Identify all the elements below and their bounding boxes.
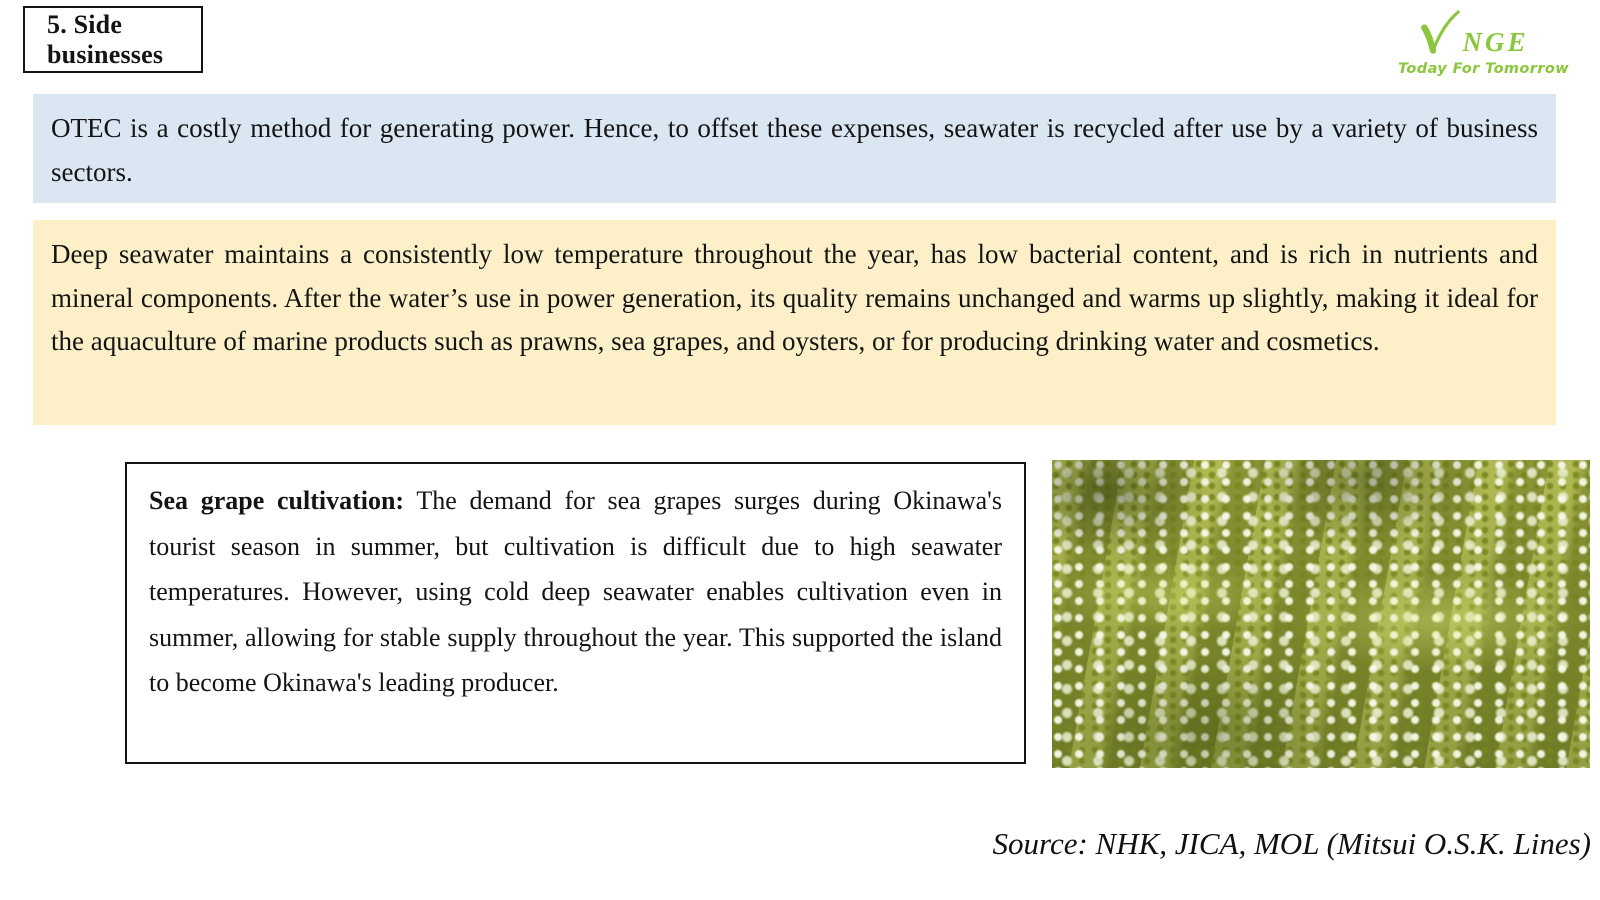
source-line: Source: NHK, JICA, MOL (Mitsui O.S.K. Lines) — [992, 826, 1591, 861]
logo-tagline: Today For Tomorrow — [1398, 61, 1570, 77]
sea-grape-callout-box — [125, 462, 1026, 764]
sea-grape-callout-text: The demand for sea grapes surges during Okinawa's tourist season in summer, but cultivation is difficult due to high seawater temperatures. However, using cold deep seawater enables cultivation even in summer, allowing for stable supply throughout the year. This supported the island to become Okinawa's leading producer. — [149, 486, 1002, 697]
otec-cost-text: OTEC is a costly method for generating power. Hence, to offset these expenses, seawater is recycled after use by a variety of business sectors. — [51, 113, 1538, 187]
deep-seawater-banner — [33, 220, 1556, 425]
logo-wordmark — [1398, 8, 1548, 58]
page-title: 5. Side businesses — [47, 9, 164, 69]
sea-grape-callout-lead: Sea grape cultivation: — [149, 486, 405, 515]
deep-seawater-text: Deep seawater maintains a consistently low temperature throughout the year, has low bacterial content, and is rich in nutrients and mineral components. After the water’s use in power generation, its quality remains unchanged and warms up slightly, making it ideal for the aquaculture of marine products such as prawns, sea grapes, and oysters, or for producing drinking water and cosmetics. — [51, 239, 1538, 356]
logo-text: NGE — [1462, 27, 1529, 57]
sea-grapes-photo — [1052, 460, 1590, 768]
otec-cost-banner — [33, 94, 1556, 203]
vnge-logo — [1398, 8, 1570, 77]
logo-checkmark-icon — [1417, 10, 1461, 58]
section-title-box — [23, 6, 203, 73]
